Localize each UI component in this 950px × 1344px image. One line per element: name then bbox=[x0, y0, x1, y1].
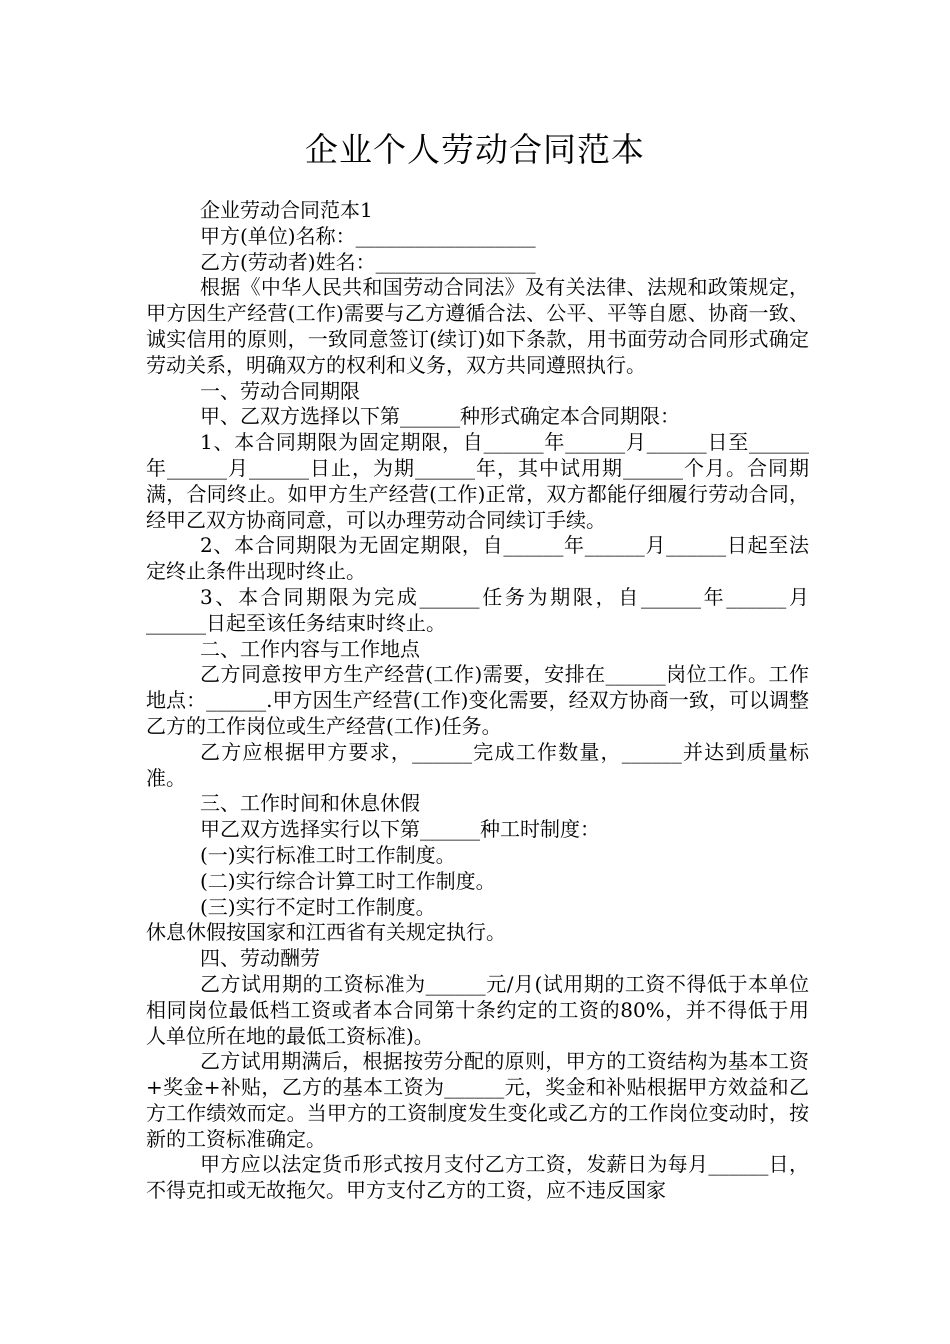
work-position-paragraph: 乙方同意按甲方生产经营(工作)需要，安排在______岗位工作。工作地点：______.甲方因生产经营(工作)变化需要，经双方协商一致，可以调整乙方的工作岗位或生产经营(工作)任务。 bbox=[146, 662, 809, 738]
hours-option-2: (二)实行综合计算工时工作制度。 bbox=[200, 868, 496, 893]
document-body bbox=[146, 198, 809, 1204]
subtitle: 企业劳动合同范本1 bbox=[200, 198, 373, 222]
payment-paragraph: 甲方应以法定货币形式按月支付乙方工资，发薪日为每月______日，不得克扣或无故拖欠。甲方支付乙方的工资，应不违反国家 bbox=[146, 1152, 809, 1203]
salary-structure-paragraph: 乙方试用期满后，根据按劳分配的原则，甲方的工资结构为基本工资+奖金+补贴，乙方的基本工资为______元，奖金和补贴根据甲方效益和乙方工作绩效而定。当甲方的工资制度发生变化或乙方的工作岗位变动时，按新的工资标准确定。 bbox=[146, 1049, 809, 1151]
party-a-name-field: 甲方(单位)名称：__________________ bbox=[200, 223, 536, 248]
section-heading-pay: 四、劳动酬劳 bbox=[200, 946, 320, 971]
document-title: 企业个人劳动合同范本 bbox=[305, 130, 645, 169]
section-heading-hours: 三、工作时间和休息休假 bbox=[200, 791, 420, 816]
leave-paragraph: 休息休假按国家和江西省有关规定执行。 bbox=[146, 920, 506, 945]
preamble-paragraph: 根据《中华人民共和国劳动合同法》及有关法律、法规和政策规定，甲方因生产经营(工作)需要与乙方遵循合法、公平、平等自愿、协商一致、诚实信用的原则，一致同意签订(续订)如下条款，用书面劳动合同形式确定劳动关系，明确双方的权利和义务，双方共同遵照执行。 bbox=[146, 275, 809, 377]
section-heading-term: 一、劳动合同期限 bbox=[200, 378, 360, 403]
open-term-paragraph: 2、本合同期限为无固定期限，自______年______月______日起至法定终止条件出现时终止。 bbox=[146, 533, 809, 584]
fixed-term-paragraph: 1、本合同期限为固定期限，自______年______月______日至______年______月______日止，为期______年，其中试用期______个月。合同期满，合同终止。如甲方生产经营(工作)正常，双方都能仔细履行劳动合同，经甲乙双方协商同意，可以办理劳动合同续订手续。 bbox=[146, 430, 809, 532]
section-heading-work: 二、工作内容与工作地点 bbox=[200, 636, 420, 661]
work-quality-paragraph: 乙方应根据甲方要求，______完成工作数量，______并达到质量标准。 bbox=[146, 739, 809, 790]
party-b-name-field: 乙方(劳动者)姓名：________________ bbox=[200, 249, 536, 274]
term-choice-paragraph: 甲、乙双方选择以下第______种形式确定本合同期限： bbox=[200, 404, 680, 429]
probation-pay-paragraph: 乙方试用期的工资标准为______元/月(试用期的工资不得低于本单位相同岗位最低档工资或者本合同第十条约定的工资的80%，并不得低于用人单位所在地的最低工资标准)。 bbox=[146, 971, 809, 1048]
hours-choice-paragraph: 甲乙双方选择实行以下第______种工时制度： bbox=[200, 817, 600, 842]
hours-option-3: (三)实行不定时工作制度。 bbox=[200, 894, 436, 919]
task-term-paragraph: 3、本合同期限为完成______任务为期限，自______年______月______日起至该任务结束时终止。 bbox=[146, 584, 809, 635]
hours-option-1: (一)实行标准工时工作制度。 bbox=[200, 842, 456, 867]
